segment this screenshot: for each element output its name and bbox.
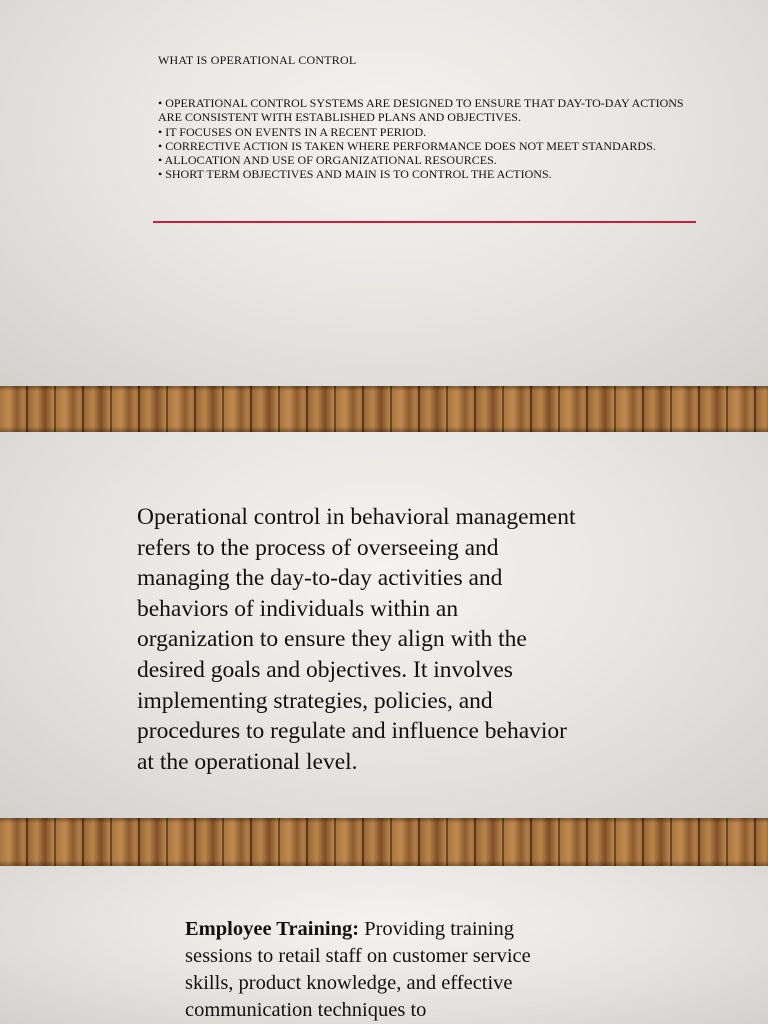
paragraph-heading: Employee Training: <box>185 918 360 940</box>
bullet-item: • OPERATIONAL CONTROL SYSTEMS ARE DESIGNED TO ENSURE THAT DAY-TO-DAY ACTIONS <box>158 96 684 110</box>
bullet-item: • ALLOCATION AND USE OF ORGANIZATIONAL RESOURCES. <box>158 153 497 168</box>
bullet-item: ARE CONSISTENT WITH ESTABLISHED PLANS AND OBJECTIVES. <box>158 110 521 125</box>
bullet-list <box>158 96 698 182</box>
slide-title: WHAT IS OPERATIONAL CONTROL <box>158 53 357 67</box>
slide-operational-control-definition <box>0 0 768 386</box>
wood-floor-separator <box>0 818 768 866</box>
slide-paragraph: Operational control in behavioral management refers to the process of overseeing and managing the day-to-day activities and behaviors of individuals within an organization to ensure they align with the desired goals and objectives. It involves implementing strategies, policies, and procedures to regulate and influence behavior at the operational level. <box>137 504 576 775</box>
bullet-item: • SHORT TERM OBJECTIVES AND MAIN IS TO CONTROL THE ACTIONS. <box>158 167 552 182</box>
slide-employee-training <box>0 866 768 1024</box>
slide-behavioral-management <box>0 432 768 818</box>
slide-paragraph <box>185 916 565 1024</box>
bullet-item: • CORRECTIVE ACTION IS TAKEN WHERE PERFORMANCE DOES NOT MEET STANDARDS. <box>158 138 656 153</box>
paragraph-text: Providing training sessions to retail staff on customer service skills, product knowledge, and effective communication techniques to <box>185 918 531 1021</box>
wood-floor-separator <box>0 386 768 432</box>
bullet-item: • IT FOCUSES ON EVENTS IN A RECENT PERIOD. <box>158 124 427 139</box>
divider-line <box>153 221 696 223</box>
